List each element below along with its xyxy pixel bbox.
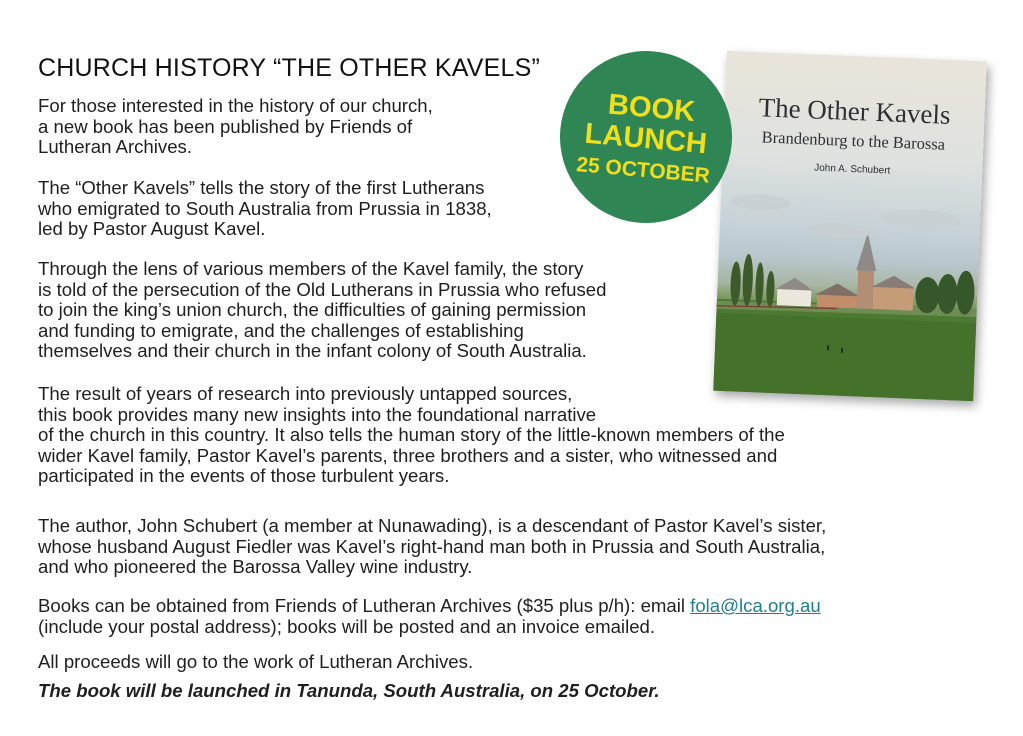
launch-note [38,681,660,702]
proceeds-paragraph [38,652,473,673]
text-line: a new book has been published by Friends of [38,115,413,137]
article-title: CHURCH HISTORY “THE OTHER KAVELS” [38,54,541,82]
badge-line-launch: LAUNCH [583,117,709,160]
email-link[interactable]: fola@lca.org.au [690,595,821,616]
research-paragraph [38,384,785,487]
badge-line-date: 25 OCTOBER [575,152,711,188]
ordering-paragraph [38,596,821,637]
text-line: whose husband August Fiedler was Kavel’s right-hand man both in Prussia and South Australia, [38,535,826,557]
book-cover-title: The Other Kavels [758,92,952,130]
text-line: of the church in this country. It also tells the human story of the little-known members of the [38,424,785,445]
text-line: this book provides many new insights into the foundational narrative [38,403,597,425]
book-cover-subtitle: Brandenburg to the Barossa [761,127,946,154]
text-line: All proceeds will go to the work of Lutheran Archives. [38,651,474,672]
text-line: participated in the events of those turbulent years. [38,465,450,486]
book-cover [713,51,986,401]
text-line: to join the king’s union church, the difficulties of gaining permission [38,299,587,320]
text-line: The author, John Schubert (a member at Nunawading), is a descendant of Pastor Kavel’s sister, [38,515,827,536]
text-line: The book will be launched in Tanunda, South Australia, on 25 October. [38,680,660,701]
text-line [38,596,821,617]
intro-paragraph [38,96,433,158]
text-line: The result of years of research into previously untapped sources, [38,383,573,404]
story-paragraph [38,259,606,362]
author-paragraph [38,516,826,578]
order-text: Books can be obtained from Friends of Lutheran Archives ($35 plus p/h): email [38,595,691,616]
text-line: and who pioneered the Barossa Valley wine industry. [38,556,473,577]
text-line: The “Other Kavels” tells the story of the first Lutherans [38,177,485,198]
book-cover-author: John A. Schubert [813,162,891,177]
text-line: who emigrated to South Australia from Prussia in 1838, [38,197,492,219]
text-line: led by Pastor August Kavel. [38,218,266,239]
text-line: Lutheran Archives. [38,136,193,157]
summary-paragraph [38,178,492,240]
book-launch-badge [553,44,739,230]
text-line: themselves and their church in the infant colony of South Australia. [38,340,587,361]
text-line: Through the lens of various members of the Kavel family, the story [38,258,584,279]
text-line: and funding to emigrate, and the challenges of establishing [38,319,524,341]
text-line: For those interested in the history of our church, [38,95,433,116]
text-line: wider Kavel family, Pastor Kavel’s parents, three brothers and a sister, who witnessed and [38,444,778,466]
badge-line-book: BOOK [606,88,697,128]
text-line: is told of the persecution of the Old Lutherans in Prussia who refused [38,278,607,300]
text-line: (include your postal address); books will be posted and an invoice emailed. [38,615,656,637]
